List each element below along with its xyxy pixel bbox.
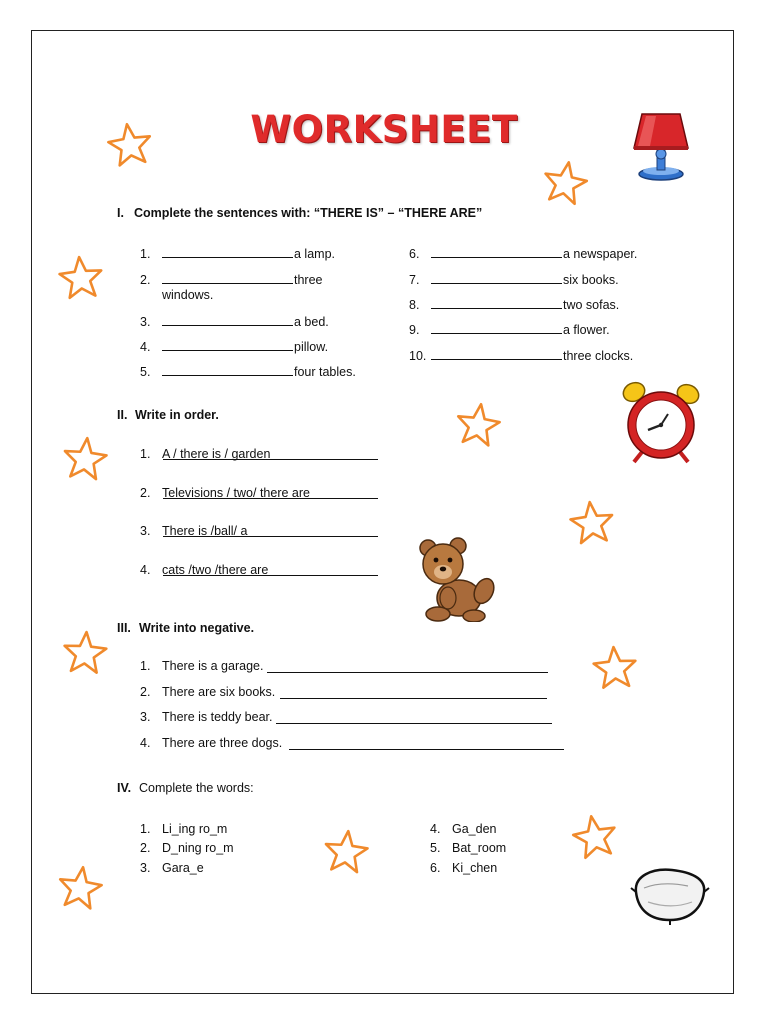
item-number: 4. [140, 340, 151, 354]
item-text: There is /ball/ a [162, 524, 248, 538]
item-number: 1. [140, 447, 151, 461]
item-number: 5. [140, 365, 151, 379]
star-icon [55, 253, 107, 305]
item-number: 4. [430, 822, 441, 836]
list-item [140, 841, 234, 855]
item-text: four tables. [294, 365, 356, 379]
item-number: 1. [140, 247, 151, 261]
list-item [140, 659, 263, 673]
item-text: three [294, 273, 323, 287]
item-text: six books. [563, 273, 619, 287]
item-continuation: windows. [162, 288, 214, 302]
star-icon [589, 643, 640, 694]
star-icon [320, 827, 373, 880]
item-number: 5. [430, 841, 441, 855]
list-item [140, 736, 282, 750]
answer-line[interactable] [163, 536, 378, 537]
section-4-heading: IV. Complete the words: [117, 781, 254, 795]
star-icon [53, 862, 107, 916]
list-item [140, 822, 227, 836]
item-text: cats /two /there are [162, 563, 269, 577]
star-icon [451, 399, 505, 453]
item-number: 9. [409, 323, 420, 337]
answer-blank[interactable] [431, 297, 562, 309]
teddy-bear-icon [414, 536, 500, 622]
item-number: 7. [409, 273, 420, 287]
item-text: a flower. [563, 323, 610, 337]
answer-blank[interactable] [162, 314, 293, 326]
answer-line[interactable] [163, 498, 378, 499]
list-item [140, 339, 328, 354]
item-number: 4. [140, 736, 151, 750]
list-item [430, 841, 506, 855]
item-number: 3. [140, 861, 151, 875]
item-text: Ga_den [452, 822, 497, 836]
item-number: 1. [140, 822, 151, 836]
answer-blank[interactable] [431, 322, 562, 334]
list-item [140, 685, 275, 699]
answer-blank[interactable] [431, 246, 562, 258]
section-2-heading: II. Write in order. [117, 408, 219, 422]
star-icon [103, 119, 157, 173]
alarm-clock-icon [620, 380, 702, 464]
item-number: 3. [140, 315, 151, 329]
list-item [409, 246, 637, 261]
item-text: There are six books. [162, 685, 276, 699]
item-text: two sofas. [563, 298, 620, 312]
item-text: Bat_room [452, 841, 507, 855]
item-number: 2. [140, 486, 151, 500]
list-item [409, 322, 610, 337]
star-icon [59, 434, 112, 487]
item-number: 8. [409, 298, 420, 312]
item-text: Li_ing ro_m [162, 822, 228, 836]
item-text: D_ning ro_m [162, 841, 234, 855]
list-item [140, 861, 204, 875]
list-item [140, 246, 335, 261]
pillow-icon [630, 862, 710, 926]
item-number: 1. [140, 659, 151, 673]
answer-blank[interactable] [162, 339, 293, 351]
section-1-heading: I. Complete the sentences with: “THERE IS” – “THERE ARE” [117, 206, 483, 220]
star-icon [566, 498, 619, 551]
list-item [409, 297, 619, 312]
item-text: There are three dogs. [162, 736, 283, 750]
page-title: WORKSHEET [250, 108, 518, 151]
answer-blank[interactable] [431, 348, 562, 360]
answer-line[interactable] [276, 723, 552, 724]
star-icon [537, 156, 593, 212]
answer-line[interactable] [163, 575, 378, 576]
answer-line[interactable] [163, 459, 378, 460]
list-item [409, 348, 633, 363]
item-text: There is a garage. [162, 659, 264, 673]
answer-line[interactable] [289, 749, 564, 750]
list-item [430, 861, 497, 875]
answer-blank[interactable] [431, 272, 562, 284]
item-text: Televisions / two/ there are [162, 486, 310, 500]
item-text: a newspaper. [563, 247, 638, 261]
item-number: 2. [140, 685, 151, 699]
answer-blank[interactable] [162, 272, 293, 284]
list-item [140, 710, 272, 724]
item-text: a lamp. [294, 247, 335, 261]
item-number: 2. [140, 273, 151, 287]
item-number: 6. [409, 247, 420, 261]
item-number: 3. [140, 524, 151, 538]
item-text: pillow. [294, 340, 329, 354]
item-number: 2. [140, 841, 151, 855]
answer-line[interactable] [267, 672, 548, 673]
answer-blank[interactable] [162, 364, 293, 376]
item-text: A / there is / garden [162, 447, 271, 461]
list-item [140, 272, 323, 287]
item-text: There is teddy bear. [162, 710, 273, 724]
item-text: Gara_e [162, 861, 204, 875]
list-item [409, 272, 619, 287]
answer-blank[interactable] [162, 246, 293, 258]
star-icon [59, 628, 110, 679]
item-text: three clocks. [563, 349, 634, 363]
item-number: 3. [140, 710, 151, 724]
item-number: 10. [409, 349, 427, 363]
answer-line[interactable] [280, 698, 547, 699]
item-text: a bed. [294, 315, 329, 329]
list-item [140, 364, 356, 379]
item-text: Ki_chen [452, 861, 498, 875]
list-item [430, 822, 496, 836]
item-number: 6. [430, 861, 441, 875]
lamp-icon [628, 104, 692, 184]
section-3-heading: III. Write into negative. [117, 621, 255, 635]
item-number: 4. [140, 563, 151, 577]
star-icon [567, 810, 623, 866]
list-item [140, 314, 329, 329]
